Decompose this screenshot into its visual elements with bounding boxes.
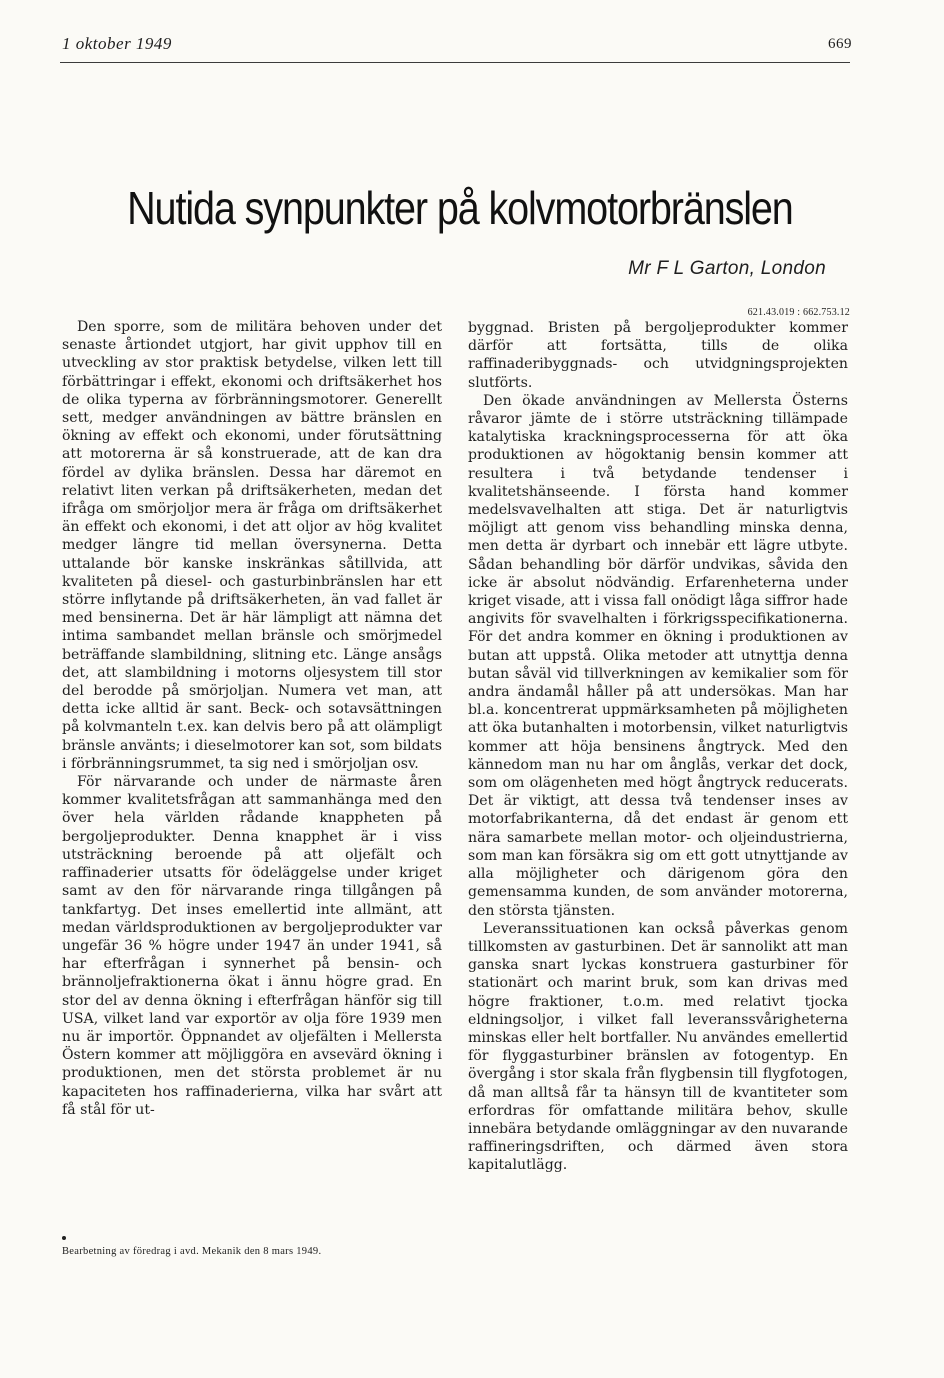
left-column	[62, 318, 442, 1119]
udc-classification: 621.43.019 : 662.753.12	[747, 307, 850, 318]
header-divider	[60, 62, 850, 63]
article-title: Nutida synpunkter på kolvmotorbränslen	[127, 182, 793, 234]
paragraph: För närvarande och under de närmaste åren kommer kvalitetsfrågan att sammanhänga med den över hela världen rådande knappheten på bergoljeprodukter. Denna knapphet är i viss utsträckning beroende på att oljefält och raffinaderier utsatts för ödeläggelse under kriget samt av den för närvarande ringa tillgången på tankfartyg. Det inses emellertid inte allmänt, att medan världsproduktionen av bergoljeprodukter var ungefär 36 % högre under 1947 än under 1941, så har efterfrågan i synnerhet på bensin- och brännoljefraktionerna ökat i ännu högre grad. En stor del av denna ökning i efterfrågan hänför sig till USA, vilket land var exportör av olja före 1939 men nu är importör. Öppnandet av oljefälten i Mellersta Östern kommer att möjliggöra en avsevärd ökning i produktionen, men det största problemet är nu kapaciteten hos raffinaderierna, vilka har svårt att få stål för ut-	[62, 774, 442, 1118]
paragraph: Den sporre, som de militära behoven under det senaste årtiondet utgjort, har givit upphov till en utveckling av stor praktisk betydelse, vilken lett till förbättringar i effekt, ekonomi och driftsäkerhet hos de olika typerna av förbränningsmotorer. Generellt sett, medger användningen av bättre bränslen en ökning av effekt och ekonomi, under förutsättning att motorerna är så konstruerade, att de kan dra fördel av dylika bränslen. Dessa har däremot en relativt liten verkan på driftsäkerheten, medan det ifråga om smörjoljor mera är fråga om driftsäkerhet än effekt och ekonomi, i det att oljor av hög kvalitet medger längre tid mellan översynerna. Detta uttalande bör kanske inskränkas såtillvida, att kvaliteten på diesel- och gasturbinbränslen har ett större inflytande på driftsäkerheten, än vad fallet är med bensinerna. Det är här lämpligt att nämna det intima sambandet mellan bränsle och smörjmedel beträffande slambildning, slitning etc. Länge ansågs det, att slambildning i motorns oljesystem till stor del berodde på smörjoljan. Numera vet man, att detta icke alltid är sant. Beck- och sotavsättningen på kolvmanteln t.ex. kan delvis bero på att olämpligt bränsle använts; i dieselmotorer kan sot, som bildats i förbränningsrummet, ta sig ned i smörjoljan osv.	[62, 319, 442, 772]
paragraph: byggnad. Bristen på bergoljeprodukter kommer därför att fortsätta, tills de olika raffinaderibyggnads- och utvidgningsprojekten slutförts.	[468, 320, 848, 391]
article-author: Mr F L Garton, London	[628, 258, 826, 279]
paragraph: Den ökade användningen av Mellersta Österns råvaror jämte de i större utsträckning tillämpade katalytiska krackningsprocesserna för att öka produktionen av högoktanig bensin kommer att resultera i två betydande tendenser i kvalitetshänseende. I första hand kommer medelsvavelhalten att stiga. Det är naturligtvis möjligt att genom viss behandling minska denna, men detta är dyrbart och innebär ett lägre utbyte. Sådan behandling bör därför undvikas, såvida den icke är absolut nödvändig. Erfarenheterna under kriget visade, att i vissa fall onödigt låga siffror hade angivits för svavelhalten i förkrigsspecifikationerna. För det andra kommer en ökning i produktionen av butan att uppstå. Olika metoder att utnyttja denna butan såväl vid tillverkningen av kemikalier som för andra ändamål håller på att undersökas. Man har bl.a. koncentrerat uppmärksamheten på möjligheten att öka butanhalten i motorbensin, vilket naturligtvis kommer att höja bensinens ångtryck. Med den kännedom man nu har om ånglås, verkar det dock, som om olägenheten med högt ångtryck reducerats. Det är viktigt, att dessa två tendenser inses av motorfabrikanterna, då det endast är genom ett nära samarbete mellan motor- och oljeindustrierna, som man kan försäkra sig om ett gott utnyttjande av alla möjligheter och därigenom göra den gemensamma kunden, de som använder motorerna, den största tjänsten.	[468, 392, 848, 919]
page-number: 669	[828, 36, 852, 52]
issue-date: 1 oktober 1949	[62, 34, 172, 53]
right-column	[468, 319, 848, 1175]
paragraph: Leveranssituationen kan också påverkas genom tillkomsten av gasturbinen. Det är sannolikt att man ganska snart lyckas konstruera gasturbiner för stationärt och marint bruk, som kan drivas med högre fraktioner, t.o.m. med relativt tjocka eldningsoljor, i vilket fall leveranssvårigheterna minskas eller helt bortfaller. Nu användes emellertid för flyggasturbiner bränslen av fotogentyp. En övergång i stor skala från flygbensin till flygfotogen, då man alltså får ta hänsyn till de kvantiteter som erfordras för omfattande militära behov, skulle innebära betydande omläggningar av den nuvarande raffineringsdriften, och därmed även stora kapitalutlägg.	[468, 920, 848, 1174]
footnote-marker	[62, 1236, 66, 1240]
footnote: Bearbetning av föredrag i avd. Mekanik den 8 mars 1949.	[62, 1246, 322, 1257]
